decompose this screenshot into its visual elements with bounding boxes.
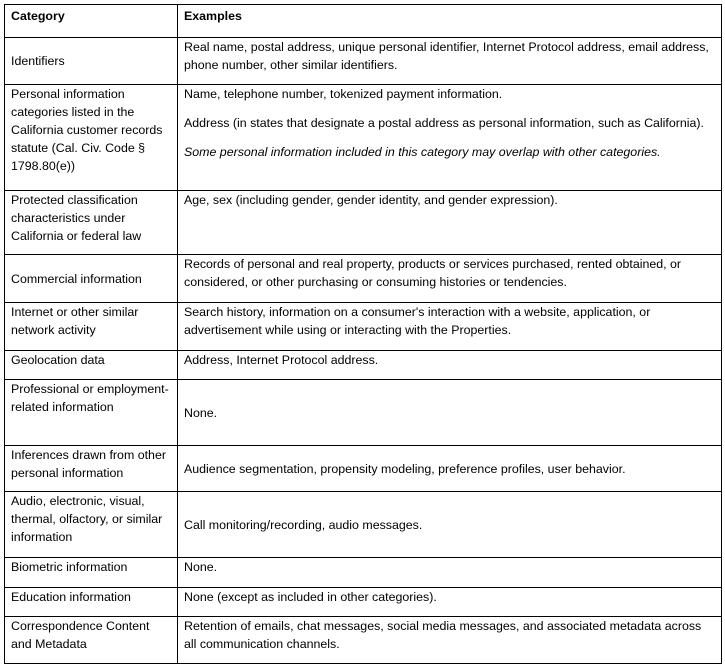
- column-header-examples: Examples: [178, 5, 722, 38]
- table-row: [5, 558, 722, 588]
- examples-cell: [178, 191, 722, 255]
- category-cell: Protected classification characteristics under California or federal law: [5, 191, 178, 255]
- examples-cell: [178, 85, 722, 191]
- category-cell: Geolocation data: [5, 351, 178, 380]
- example-text: Age, sex (including gender, gender identity, and gender expression).: [184, 193, 558, 207]
- examples-cell: [178, 558, 722, 588]
- table-row: [5, 85, 722, 191]
- example-text: None.: [184, 560, 218, 574]
- table-row: [5, 191, 722, 255]
- category-cell: Identifiers: [5, 38, 178, 85]
- examples-cell: [178, 303, 722, 351]
- examples-cell: [178, 255, 722, 303]
- examples-cell: [178, 351, 722, 380]
- table-header-row: [5, 5, 722, 38]
- table-row: [5, 351, 722, 380]
- example-text: Search history, information on a consumer's interaction with a website, application, or advertisement while using or interacting with the Properties.: [184, 305, 651, 337]
- table-row: [5, 588, 722, 617]
- personal-information-table: [4, 4, 722, 664]
- table-row: [5, 303, 722, 351]
- table-row: [5, 492, 722, 558]
- examples-cell: [178, 380, 722, 446]
- example-text: Audience segmentation, propensity modeling, preference profiles, user behavior.: [184, 461, 626, 476]
- category-cell: Inferences drawn from other personal information: [5, 446, 178, 492]
- table-row: [5, 255, 722, 303]
- example-text: Address (in states that designate a postal address as personal information, such as California).: [184, 116, 704, 130]
- example-text: Name, telephone number, tokenized payment information.: [184, 87, 503, 101]
- examples-cell: [178, 617, 722, 664]
- examples-cell: [178, 492, 722, 558]
- category-cell: Professional or employment-related information: [5, 380, 178, 446]
- example-text: Real name, postal address, unique personal identifier, Internet Protocol address, email address, phone number, other similar identifiers.: [184, 40, 709, 72]
- example-text: Address, Internet Protocol address.: [184, 353, 379, 367]
- table-row: [5, 380, 722, 446]
- example-text: Retention of emails, chat messages, social media messages, and associated metadata across all communication channels.: [184, 619, 702, 651]
- category-cell: Audio, electronic, visual, thermal, olfactory, or similar information: [5, 492, 178, 558]
- example-text: Call monitoring/recording, audio messages.: [184, 517, 423, 532]
- category-cell: Education information: [5, 588, 178, 617]
- examples-cell: [178, 38, 722, 85]
- table-row: [5, 446, 722, 492]
- example-text: None (except as included in other categories).: [184, 590, 437, 604]
- category-cell: Personal information categories listed in the California customer records statute (Cal. Civ. Code § 1798.80(e)): [5, 85, 178, 191]
- examples-cell: [178, 446, 722, 492]
- examples-cell: [178, 588, 722, 617]
- table-row: [5, 617, 722, 664]
- example-text: None.: [184, 405, 218, 420]
- example-text: Records of personal and real property, products or services purchased, rented obtained, or considered, or other purchasing or consuming histories or tendencies.: [184, 257, 682, 289]
- overlap-note: Some personal information included in this category may overlap with other categories.: [184, 145, 661, 159]
- category-cell: Commercial information: [5, 255, 178, 303]
- column-header-category: Category: [5, 5, 178, 38]
- category-cell: Biometric information: [5, 558, 178, 588]
- category-cell: Internet or other similar network activity: [5, 303, 178, 351]
- table-row: [5, 38, 722, 85]
- category-cell: Correspondence Content and Metadata: [5, 617, 178, 664]
